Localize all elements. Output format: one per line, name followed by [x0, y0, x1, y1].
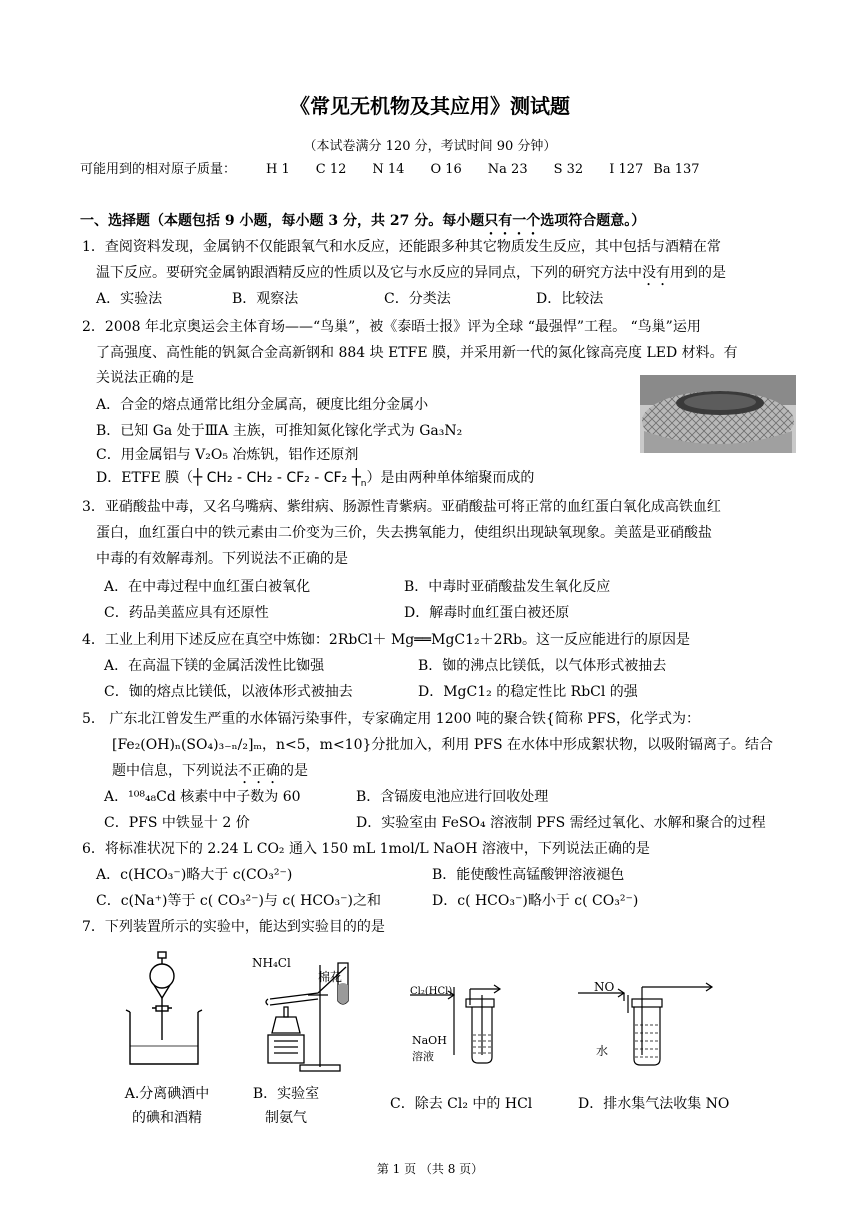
q5-line3: 题中信息，下列说法不正确的是 [112, 763, 308, 779]
mass-item: Na 23 [487, 162, 528, 177]
q3-option-d: D．解毒时血红蛋白被还原 [404, 605, 570, 621]
q2-line3: 关说法正确的是 [96, 370, 194, 386]
exam-info: （本试卷满分 120 分，考试时间 90 分钟） [303, 139, 557, 154]
q4-option-d: D．MgC1₂ 的稳定性比 RbCl 的强 [418, 684, 638, 700]
q4-option-a: A．在高温下镁的金属活泼性比铷强 [104, 658, 325, 674]
caption-b: B．实验室 制氨气 [252, 1086, 320, 1126]
q1-option-c: C．分类法 [384, 291, 451, 307]
atomic-masses [80, 158, 726, 177]
birds-nest-stadium-image [640, 375, 796, 453]
label-cl2-hcl: Cl₂(HCl) [410, 986, 453, 997]
q2-option-d: D．ETFE 膜（┼ CH₂ - CH₂ - CF₂ - CF₂ $┼_n$）是由两种单体缩聚而成的 [96, 468, 535, 489]
caption-c: C．除去 Cl₂ 中的 HCl [390, 1096, 533, 1112]
q1-option-b: B．观察法 [232, 291, 299, 307]
q2-line1: 2．2008 年北京奥运会主体育场——“鸟巢”，被《泰晤士报》评为全球 “最强悍”工程。 “鸟巢”运用 [82, 319, 701, 335]
label-no: NO [594, 980, 615, 994]
q5-option-b: B．含镉废电池应进行回收处理 [356, 789, 549, 805]
caption-a: A.分离碘酒中 的碘和酒精 [124, 1086, 210, 1126]
q1-line2: 温下反应。要研究金属钠跟酒精反应的性质以及它与水反应的异同点，下列的研究方法中没有用到的是 [96, 265, 726, 281]
mass-item: I 127 [609, 162, 644, 177]
q3-option-a: A．在中毒过程中血红蛋白被氧化 [104, 579, 311, 595]
q4-option-c: C．铷的熔点比镁低，以液体形式被抽去 [104, 684, 353, 700]
masses-label: 可能用到的相对原子质量： [80, 162, 237, 177]
q1-option-a: A．实验法 [96, 291, 163, 307]
page-title: 《常见无机物及其应用》测试题 [290, 94, 570, 118]
q1-option-d: D．比较法 [536, 291, 604, 307]
mass-item: H 1 [266, 162, 290, 177]
page-number: 第 1 页 （共 8 页） [376, 1162, 484, 1176]
q5-option-d: D．实验室由 FeSO₄ 溶液制 PFS 需经过氧化、水解和聚合的过程 [356, 815, 766, 831]
q5-line1: 5． 广东北江曾发生严重的水体镉污染事件，专家确定用 1200 吨的聚合铁{简称 PFS，化学式为： [82, 711, 700, 727]
q3-line1: 3．亚硝酸盐中毒，又名乌嘴病、紫绀病、肠源性青紫病。亚硝酸盐可将正常的血红蛋白氧化成高铁血红 [82, 499, 721, 515]
q6-option-c: C．c(Na⁺)等于 c( CO₃²⁻)与 c( HCO₃⁻)之和 [96, 893, 381, 909]
q7-line1: 7．下列装置所示的实验中，能达到实验目的的是 [82, 919, 385, 935]
q6-option-d: D．c( HCO₃⁻)略小于 c( CO₃²⁻) [432, 893, 639, 909]
q5-line2: [Fe₂(OH)ₙ(SO₄)₃₋ₙ/₂]ₘ，n<5，m<10}分批加入，利用 PFS 在水体中形成絮状物，以吸附镉离子。结合 [112, 737, 774, 753]
q2-option-c: C．用金属铝与 V₂O₅ 冶炼钒，铝作还原剂 [96, 447, 359, 463]
label-solution: 溶液 [412, 1050, 434, 1063]
mass-item: S 32 [553, 162, 584, 177]
q6-line1: 6．将标准状况下的 2.24 L CO₂ 通入 150 mL 1mol/L NaOH 溶液中，下列说法正确的是 [82, 841, 650, 857]
mass-item: C 12 [315, 162, 347, 177]
q3-option-c: C．药品美蓝应具有还原性 [104, 605, 269, 621]
q2-option-b: B．已知 Ga 处于ⅢA 主族，可推知氮化镓化学式为 Ga₃N₂ [96, 423, 463, 439]
q2-option-a: A．合金的熔点通常比组分金属高，硬度比组分金属小 [96, 397, 429, 413]
q5-option-a: A．¹⁰⁸₄₈Cd 核素中中子数为 60 [104, 789, 301, 805]
q3-line2: 蛋白，血红蛋白中的铁元素由二价变为三价，失去携氧能力，使组织出现缺氧现象。美蓝是亚硝酸盐 [96, 525, 712, 541]
q2-line2: 了高强度、高性能的钒氮合金高新钢和 884 块 ETFE 膜，并采用新一代的氮化镓高亮度 LED 材料。有 [96, 345, 738, 361]
q1-line1: 1．查阅资料发现，金属钠不仅能跟氧气和水反应，还能跟多种其它物质发生反应，其中包括与酒精在常 [82, 239, 721, 255]
label-nh4cl: NH₄Cl [252, 956, 291, 970]
q5-option-c: C．PFS 中铁显十 2 价 [104, 815, 250, 831]
q6-option-a: A．c(HCO₃⁻)略大于 c(CO₃²⁻) [96, 867, 293, 883]
caption-d: D．排水集气法收集 NO [578, 1096, 730, 1112]
q3-option-b: B．中毒时亚硝酸盐发生氧化反应 [404, 579, 611, 595]
q3-line3: 中毒的有效解毒剂。下列说法不正确的是 [96, 551, 348, 567]
separatory-funnel-diagram [120, 950, 210, 1070]
q6-option-b: B．能使酸性高锰酸钾溶液褪色 [432, 867, 625, 883]
section-heading: 一、选择题（本题包括 9 小题，每小题 3 分，共 27 分。每小题只有一个选项符合题意。） [80, 213, 646, 229]
q4-line1: 4．工业上利用下述反应在真空中炼铷：2RbCl＋ Mg══MgC1₂＋2Rb。这一反应能进行的原因是 [82, 632, 691, 648]
mass-item: O 16 [430, 162, 462, 177]
mass-item: N 14 [372, 162, 405, 177]
ammonia-preparation-diagram [250, 955, 370, 1075]
label-water: 水 [596, 1044, 609, 1058]
label-cotton: 棉花 [318, 970, 343, 984]
mass-item: Ba 137 [653, 162, 700, 177]
label-naoh: NaOH [412, 1034, 447, 1047]
q4-option-b: B．铷的沸点比镁低，以气体形式被抽去 [418, 658, 667, 674]
